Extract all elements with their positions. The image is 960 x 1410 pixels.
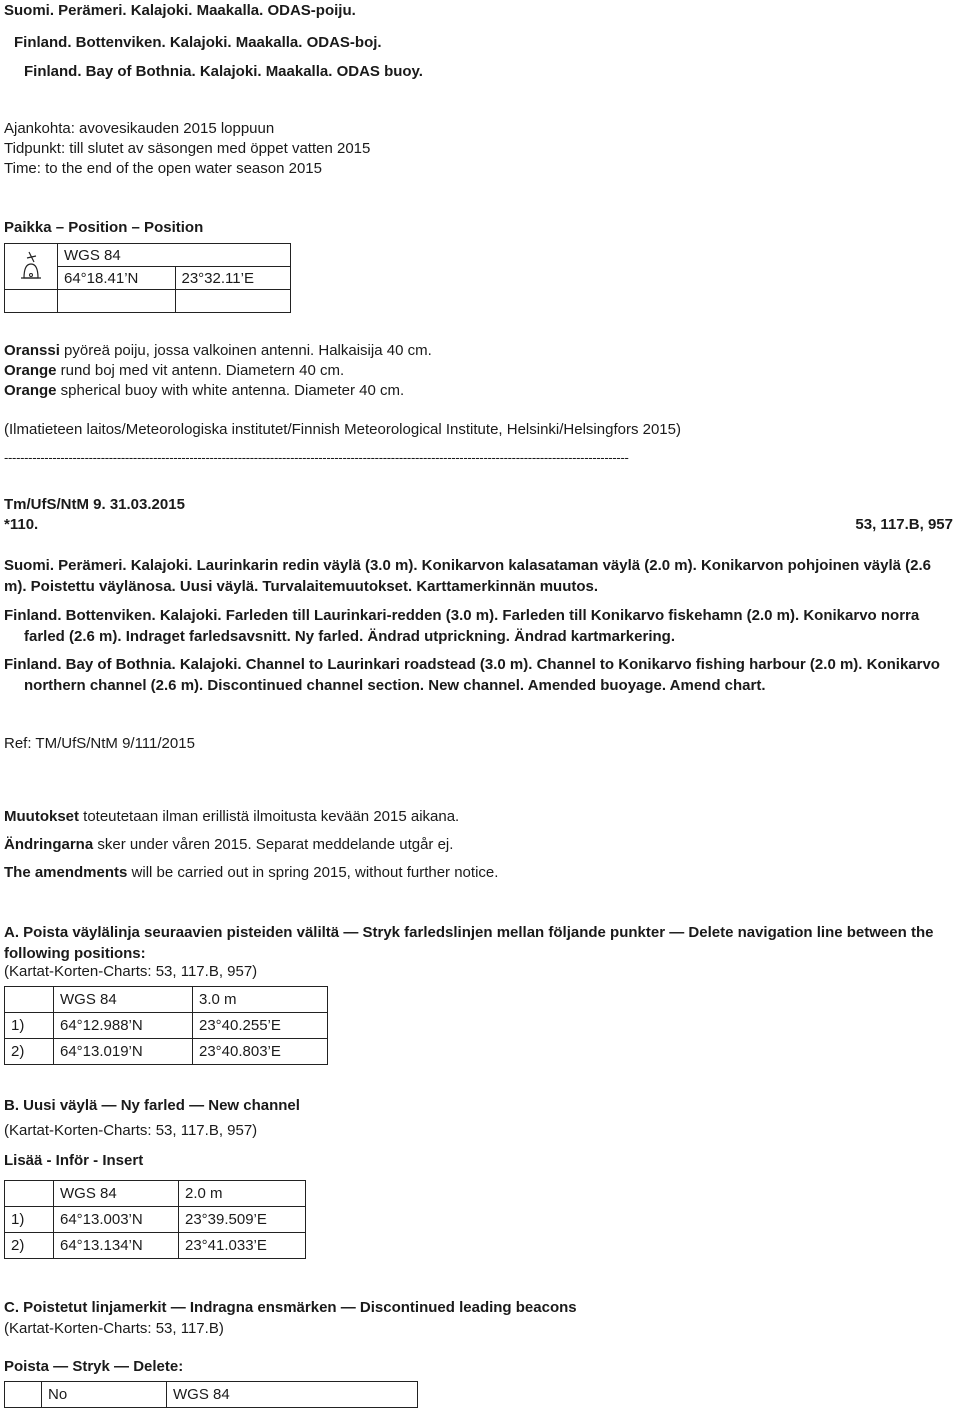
position-lon: 23°32.11’E	[175, 267, 291, 290]
section-c-table	[4, 1381, 418, 1408]
section-b-title: B. Uusi väylä — Ny farled — New channel	[4, 1097, 300, 1114]
position-lat: 64°18.41’N	[58, 267, 176, 290]
table-row: WGS 84 2.0 m	[5, 1181, 306, 1207]
table-row: 2) 64°13.134’N 23°41.033’E	[5, 1233, 306, 1259]
changes-en: The amendments will be carried out in spring 2015, without further notice.	[4, 864, 499, 881]
section-c-title: C. Poistetut linjamerkit — Indragna ensmärken — Discontinued leading beacons	[4, 1299, 577, 1316]
time-fi: Ajankohta: avovesikauden 2015 loppuun	[4, 120, 275, 137]
position-table	[4, 243, 291, 313]
table-row: WGS 84 3.0 m	[5, 987, 328, 1013]
header-fi: Suomi. Perämeri. Kalajoki. Maakalla. ODAS-poiju.	[4, 2, 356, 19]
separator: -----------------------------------------------------------------------------------------------------------------------------------------------------------	[4, 450, 629, 465]
table-row: No WGS 84	[5, 1382, 418, 1408]
position-datum: WGS 84	[58, 244, 291, 267]
buoy-with-antenna-icon	[5, 244, 58, 290]
section-b-table	[4, 1180, 306, 1259]
notice-number: *110.	[4, 516, 39, 533]
section-a-table	[4, 986, 328, 1065]
section-a-title: A. Poista väylälinja seuraavien pisteiden väliltä — Stryk farledslinjen mellan följande punkter — Delete navigation line between the following positions:	[4, 924, 934, 962]
time-sv: Tidpunkt: till slutet av säsongen med öppet vatten 2015	[4, 140, 371, 157]
table-row: 1) 64°13.003’N 23°39.509’E	[5, 1207, 306, 1233]
description-en: Orange spherical buoy with white antenna. Diameter 40 cm.	[4, 382, 405, 399]
notice-charts: 53, 117.B, 957	[855, 516, 953, 533]
header-sv: Finland. Bottenviken. Kalajoki. Maakalla. ODAS-boj.	[14, 34, 382, 51]
header-en: Finland. Bay of Bothnia. Kalajoki. Maakalla. ODAS buoy.	[24, 63, 423, 80]
changes-fi: Muutokset toteutetaan ilman erillistä ilmoitusta kevään 2015 aikana.	[4, 808, 460, 825]
section-c-charts: (Kartat-Korten-Charts: 53, 117.B)	[4, 1320, 224, 1337]
notice-ref2: Ref: TM/UfS/NtM 9/111/2015	[4, 735, 195, 752]
description-sv: Orange rund boj med vit antenn. Diametern 40 cm.	[4, 362, 345, 379]
notice-fi: Suomi. Perämeri. Kalajoki. Laurinkarin redin väylä (3.0 m). Konikarvon kalasataman väylä (2.0 m). Konikarvon pohjoinen väylä (2.6 m). Poistettu väylänosa. Uusi väylä. Turvalaitemuutokset. Karttamerkinnän muutos.	[4, 557, 932, 595]
source-note: (Ilmatieteen laitos/Meteorologiska institutet/Finnish Meteorological Institute, Helsinki/Helsingfors 2015)	[4, 421, 681, 438]
time-en: Time: to the end of the open water season 2015	[4, 160, 322, 177]
position-heading: Paikka – Position – Position	[4, 219, 204, 236]
section-c-delete: Poista — Stryk — Delete:	[4, 1358, 184, 1375]
changes-sv: Ändringarna sker under våren 2015. Separat meddelande utgår ej.	[4, 836, 454, 853]
section-a-charts: (Kartat-Korten-Charts: 53, 117.B, 957)	[4, 963, 258, 980]
table-row: 1) 64°12.988’N 23°40.255’E	[5, 1013, 328, 1039]
description-fi: Oranssi pyöreä poiju, jossa valkoinen antenni. Halkaisija 40 cm.	[4, 342, 432, 359]
section-b-charts: (Kartat-Korten-Charts: 53, 117.B, 957)	[4, 1122, 258, 1139]
notice-en: Finland. Bay of Bothnia. Kalajoki. Channel to Laurinkari roadstead (3.0 m). Channel to Konikarvo fishing harbour (2.0 m). Konikarvo northern channel (2.6 m). Discontinued channel section. New channel. Amended buoyage. Amend chart.	[4, 656, 940, 694]
section-b-insert: Lisää - Inför - Insert	[4, 1152, 144, 1169]
notice-sv: Finland. Bottenviken. Kalajoki. Farleden till Laurinkari-redden (3.0 m). Farleden till Konikarvo fiskehamn (2.0 m). Konikarvo norra farled (2.6 m). Indraget farledsavsnitt. Ny farled. Ändrad utprickning. Ändrad kartmarkering.	[4, 607, 920, 645]
notice-ref: Tm/UfS/NtM 9. 31.03.2015	[4, 496, 185, 513]
table-row: 2) 64°13.019’N 23°40.803’E	[5, 1039, 328, 1065]
